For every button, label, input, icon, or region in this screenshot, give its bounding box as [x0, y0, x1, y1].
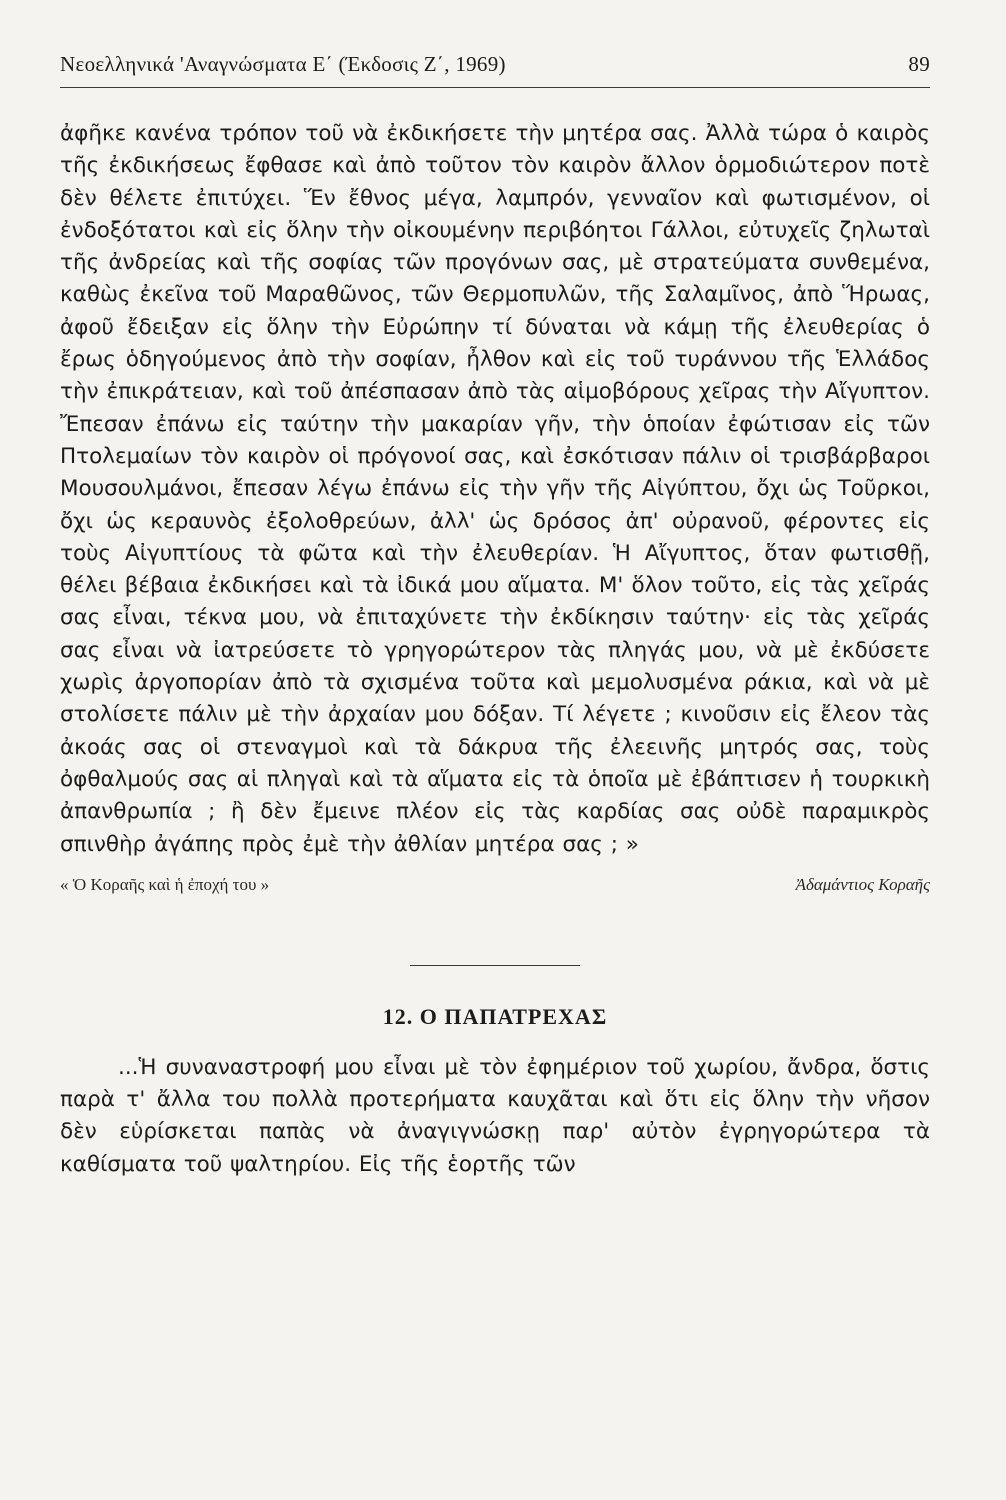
section-divider [410, 965, 580, 966]
excerpt-paragraph: ἀφῆκε κανένα τρόπον τοῦ νὰ ἐκδικήσετε τὴν μητέρα σας. Ἀλλὰ τώρα ὁ καιρὸς τῆς ἐκδικήσεως ἔφθασε καὶ ἀπὸ τοῦτον τὸν καιρὸν ἄλλον ὁρμοδιώτερον ποτὲ δὲν θέλετε ἐπιτύχει. Ἕν ἔθνος μέγα, λαμπρόν, γενναῖον καὶ φωτισμένον, οἱ ἐνδοξότατοι καὶ εἰς ὅλην τὴν οἰκουμένην περιβόητοι Γάλλοι, εὐτυχεῖς ζηλωταὶ τῆς ἀνδρείας καὶ τῆς σοφίας τῶν προγόνων σας, μὲ στρατεύματα συνθεμένα, καθὼς ἐκεῖνα τοῦ Μαραθῶνος, τῶν Θερμοπυλῶν, τῆς Σαλαμῖνος, ἀπὸ Ἥρωας, ἀφοῦ ἔδειξαν εἰς ὅλην τὴν Εὐρώπην τί δύναται νὰ κάμῃ τῆς ἐλευθερίας ὁ ἔρως ὁδηγούμενος ἀπὸ τὴν σοφίαν, ἦλθον καὶ εἰς τοῦ τυράννου τῆς Ἑλλάδος τὴν ἐπικράτειαν, καὶ τοῦ ἀπέσπασαν ἀπὸ τὰς αἱμοβόρους χεῖρας τὴν Αἴγυπτον. Ἔπεσαν ἐπάνω εἰς ταύτην τὴν μακαρίαν γῆν, τὴν ὁποίαν ἐφώτισαν εἰς τῶν Πτολεμαίων τὸν καιρὸν οἱ πρόγονοί σας, καὶ ἐσκότισαν πάλιν οἱ τρισβάρβαροι Μουσουλμάνοι, ἔπεσαν λέγω ἐπάνω εἰς τὴν γῆν τῆς Αἰγύπτου, ὄχι ὡς Τοῦρκοι, ὄχι ὡς κεραυνὸς ἐξολοθρεύων, ἀλλ' ὡς δρόσος ἀπ' οὐρανοῦ, φέροντες εἰς τοὺς Αἰγυπτίους τὰ φῶτα καὶ τὴν ἐλευθερίαν. Ἡ Αἴγυπτος, ὅταν φωτισθῇ, θέλει βέβαια ἐκδικήσει καὶ τὰ ἰδικά μου αἵματα. Μ' ὅλον τοῦτο, εἰς τὰς χεῖράς σας εἶναι, τέκνα μου, νὰ ἐπιταχύνετε τὴν ἐκδίκησιν ταύτην· εἰς τὰς χεῖράς σας εἶναι νὰ ἰατρεύσετε τὸ γρηγορώτερον τὰς πληγάς μου, νὰ μὲ ἐκδύσετε χωρὶς ἀργοπορίαν ἀπὸ τὰ σχισμένα τοῦτα καὶ μεμολυσμένα ράκια, καὶ νὰ μὲ στολίσετε πάλιν μὲ τὴν ἀρχαίαν μου δόξαν. Τί λέγετε ; κινοῦσιν εἰς ἔλεον τὰς ἀκοάς σας οἱ στεναγμοὶ καὶ τὰ δάκρυα τῆς ἐλεεινῆς μητρός σας, τοὺς ὀφθαλμούς σας αἱ πληγαὶ καὶ τὰ αἵματα εἰς τὰ ὁποῖα μὲ ἐβάπτισεν ἡ τουρκικὴ ἀπανθρωπία ; ἢ δὲν ἔμεινε πλέον εἰς τὰς καρδίας σας οὐδὲ παραμικρὸς σπινθὴρ ἀγάπης πρὸς ἐμὲ τὴν ἀθλίαν μητέρα σας ; » [60, 121, 930, 857]
page-number: 89 [908, 52, 930, 76]
excerpt-attribution [60, 875, 930, 895]
chapter-text [60, 1052, 930, 1181]
chapter-paragraph: ...Ἡ συναναστροφή μου εἶναι μὲ τὸν ἐφημέριον τοῦ χωρίου, ἄνδρα, ὅστις παρὰ τ' ἄλλα του πολλὰ προτερήματα καυχᾶται καὶ ὅτι εἰς ὅλην τὴν νῆσον δὲν εὑρίσκεται παπὰς νὰ ἀναγιγνώσκῃ παρ' αὐτὸν ἐγρηγορώτερα τὰ καθίσματα τοῦ ψαλτηρίου. Εἰς τῆς ἑορτῆς τῶν [60, 1054, 930, 1177]
excerpt-author: Ἀδαμάντιος Κοραῆς [795, 874, 930, 894]
excerpt-source: « Ὁ Κοραῆς καὶ ἡ ἐποχή του » [60, 874, 270, 894]
running-title: Νεοελληνικά 'Αναγνώσματα Ε΄ (Έκδοσις Ζ΄, 1969) [60, 52, 506, 76]
chapter-title: 12. Ο ΠΑΠΑΤΡΕΧΑΣ [382, 1003, 608, 1029]
excerpt-text [60, 118, 930, 861]
book-page [60, 52, 930, 1181]
running-header [60, 52, 930, 88]
